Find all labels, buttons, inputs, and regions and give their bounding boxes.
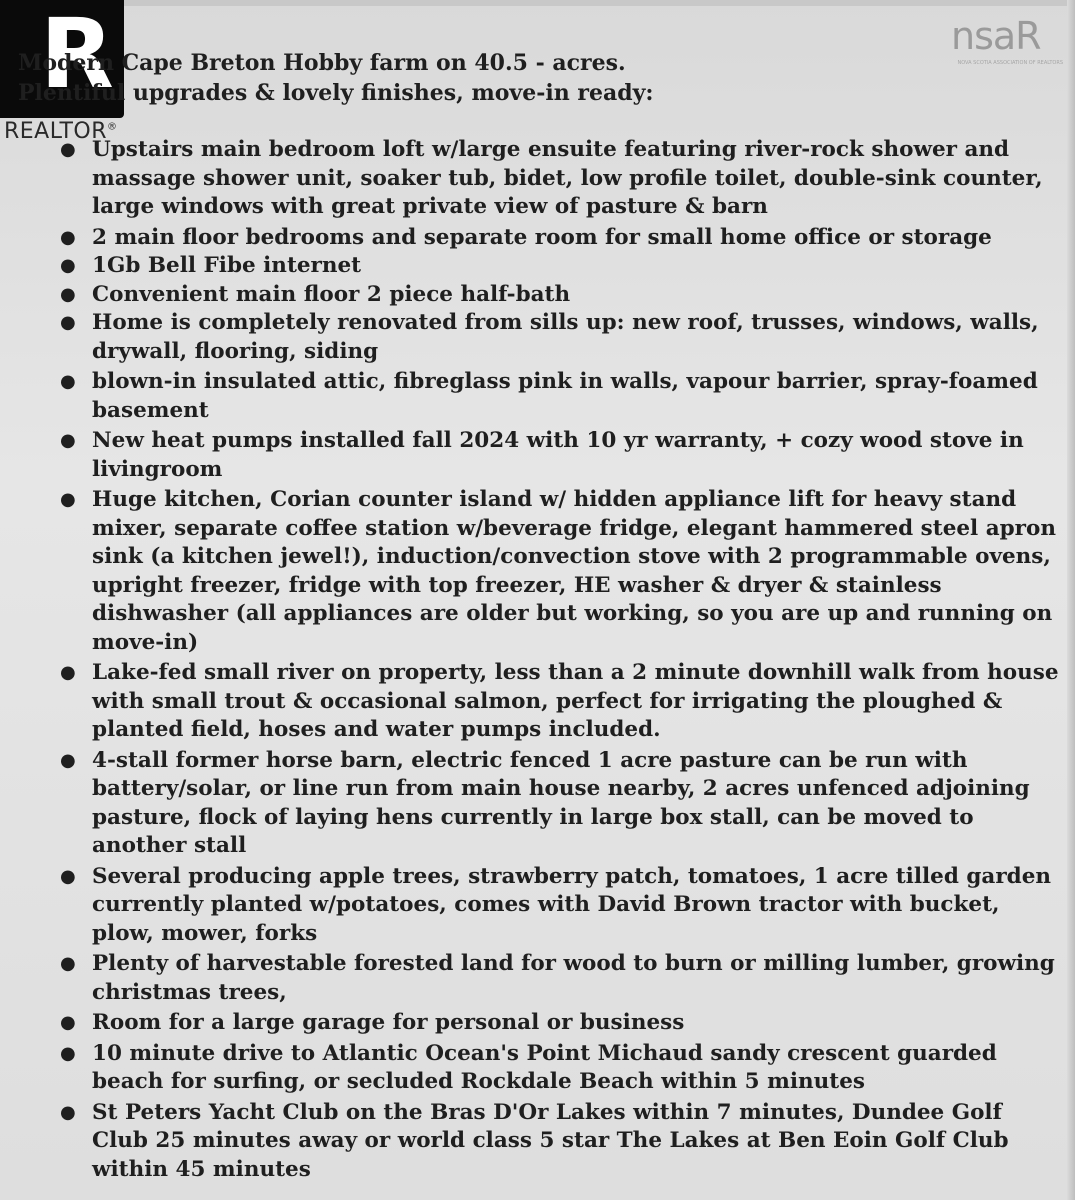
- bullet-icon: ●: [60, 749, 76, 771]
- nsar-logo-subtitle: NOVA SCOTIA ASSOCIATION OF REALTORS: [957, 60, 1063, 66]
- feature-text: Convenient main floor 2 piece half-bath: [92, 281, 571, 307]
- screen-right-edge: [1067, 0, 1075, 1200]
- feature-list: [60, 136, 1060, 1184]
- feature-text: blown-in insulated attic, fibreglass pink in walls, vapour barrier, spray-foamed basement: [92, 369, 1038, 423]
- feature-text: New heat pumps installed fall 2024 with 10 yr warranty, + cozy wood stove in livingroom: [92, 428, 1024, 482]
- feature-text: Upstairs main bedroom loft w/large ensuite featuring river-rock shower and massage shower unit, soaker tub, bidet, low profile toilet, double-sink counter, large windows with great private view of pasture & barn: [92, 137, 1043, 219]
- feature-item: [60, 1099, 1060, 1185]
- feature-item: [60, 281, 1060, 310]
- feature-item: [60, 309, 1060, 366]
- feature-item: [60, 368, 1060, 425]
- heading-line-2: Plentiful upgrades & lovely finishes, move-in ready:: [18, 80, 654, 106]
- bullet-icon: ●: [60, 430, 76, 451]
- feature-item: [60, 747, 1060, 861]
- bullet-icon: ●: [60, 1012, 76, 1033]
- bullet-icon: ●: [60, 865, 76, 887]
- feature-text: St Peters Yacht Club on the Bras D'Or Lakes within 7 minutes, Dundee Golf Club 25 minutes away or world class 5 star The Lakes at Ben Eoin Golf Club within 45 minutes: [92, 1099, 1009, 1182]
- nsar-logo-word: nsaR: [951, 14, 1041, 58]
- realtor-logo-letter: R: [40, 0, 114, 110]
- feature-text: Home is completely renovated from sills up: new roof, trusses, windows, walls, drywall, flooring, siding: [92, 310, 1039, 364]
- feature-item: [60, 252, 1060, 281]
- feature-text: 4-stall former horse barn, electric fenced 1 acre pasture can be run with battery/solar, or line run from main house nearby, 2 acres unfenced adjoining pasture, flock of laying hens currently in large box stall, can be moved to another stall: [92, 747, 1030, 858]
- bullet-icon: ●: [60, 371, 76, 392]
- realtor-logo-text: REALTOR: [4, 119, 108, 144]
- feature-text: 2 main floor bedrooms and separate room for small home office or storage: [92, 224, 992, 250]
- bullet-icon: ●: [60, 226, 76, 248]
- feature-item: [60, 659, 1060, 745]
- listing-heading: [18, 48, 654, 108]
- feature-text: Room for a large garage for personal or business: [92, 1010, 685, 1035]
- bullet-icon: ●: [60, 312, 76, 333]
- feature-item: [60, 1040, 1060, 1097]
- screen-top-edge: [0, 0, 1075, 6]
- feature-text: Plenty of harvestable forested land for wood to burn or milling lumber, growing christmas trees,: [92, 951, 1055, 1005]
- feature-text: Lake-fed small river on property, less than a 2 minute downhill walk from house with small trout & occasional salmon, perfect for irrigating the ploughed & planted field, hoses and water pumps included.: [92, 660, 1059, 742]
- feature-text: 1Gb Bell Fibe internet: [92, 253, 362, 278]
- realtor-registered-mark: ®: [107, 121, 118, 133]
- heading-line-1: Modern Cape Breton Hobby farm on 40.5 - acres.: [18, 50, 626, 76]
- feature-item: [60, 427, 1060, 484]
- bullet-icon: ●: [60, 489, 76, 510]
- bullet-icon: ●: [60, 1101, 76, 1123]
- bullet-icon: ●: [60, 139, 76, 160]
- feature-item: [60, 950, 1060, 1007]
- bullet-icon: ●: [60, 662, 76, 683]
- feature-item: [60, 136, 1060, 222]
- feature-text: 10 minute drive to Atlantic Ocean's Point Michaud sandy crescent guarded beach for surfing, or secluded Rockdale Beach within 5 minutes: [92, 1040, 997, 1094]
- bullet-icon: ●: [60, 1042, 76, 1064]
- feature-text: Several producing apple trees, strawberry patch, tomatoes, 1 acre tilled garden currently planted w/potatoes, comes with David Brown tractor with bucket, plow, mower, forks: [92, 863, 1052, 946]
- bullet-icon: ●: [60, 283, 76, 305]
- feature-text: Huge kitchen, Corian counter island w/ hidden appliance lift for heavy stand mixer, separate coffee station w/beverage fridge, elegant hammered steel apron sink (a kitchen jewel!), induction/convection stove with 2 programmable ovens, upright freezer, fridge with top freezer, HE washer & dryer & stainless dishwasher (all appliances are older but working, so you are up and running on move-in): [92, 487, 1056, 655]
- bullet-icon: ●: [60, 255, 76, 276]
- nsar-logo: [945, 14, 1065, 76]
- bullet-icon: ●: [60, 953, 76, 974]
- feature-item: [60, 1009, 1060, 1038]
- feature-item: [60, 863, 1060, 949]
- feature-item: [60, 224, 1060, 253]
- feature-item: [60, 486, 1060, 657]
